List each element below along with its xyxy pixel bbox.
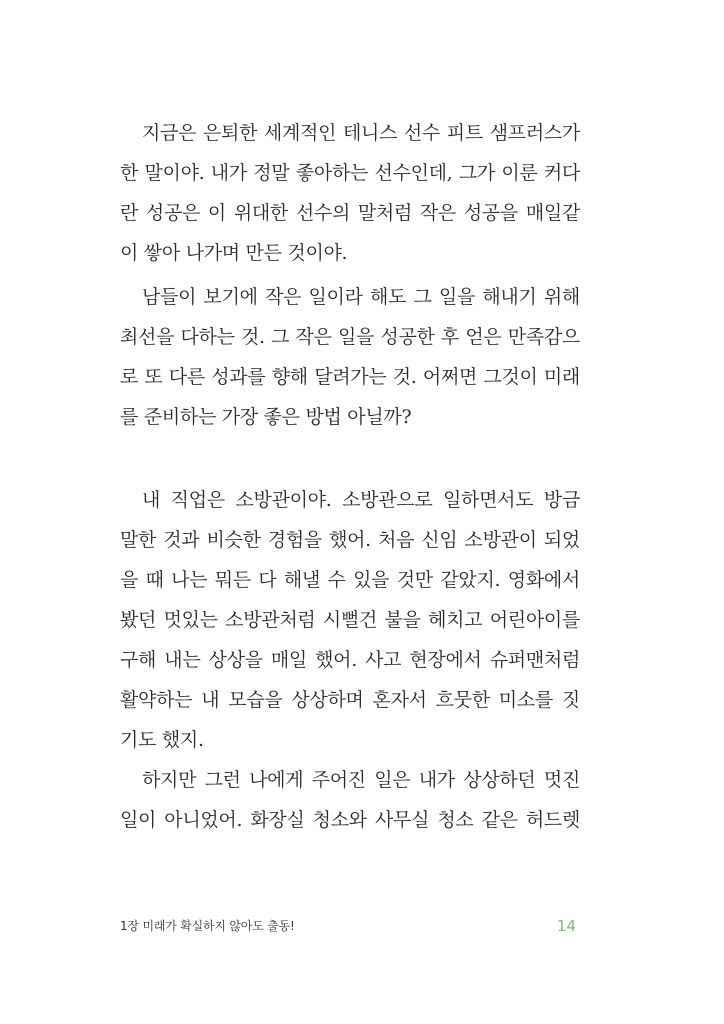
text-line: 하지만 그런 나에게 주어진 일은 내가 상상하던 멋진 — [142, 769, 580, 791]
text-line: 최선을 다하는 것. 그 작은 일을 성공한 후 얻은 만족감으 — [120, 326, 580, 348]
paragraph-group-3 — [120, 480, 580, 840]
text-line: 를 준비하는 가장 좋은 방법 아닐까? — [120, 406, 412, 428]
text-line: 봤던 멋있는 소방관처럼 시뻘건 불을 헤치고 어린아이를 — [120, 609, 580, 631]
text-line: 일이 아니었어. 화장실 청소와 사무실 청소 같은 허드렛 — [120, 809, 580, 831]
text-line: 구해 내는 상상을 매일 했어. 사고 현장에서 슈퍼맨처럼 — [120, 649, 580, 671]
text-line: 한 말이야. 내가 정말 좋아하는 선수인데, 그가 이룬 커다 — [120, 162, 580, 184]
text-line: 말한 것과 비슷한 경험을 했어. 처음 신임 소방관이 되었 — [120, 529, 580, 551]
chapter-title: 1장 미래가 확실하지 않아도 출동! — [120, 919, 295, 933]
paragraph-firefighter — [120, 480, 580, 760]
paragraph-sampras-quote — [120, 113, 580, 273]
text-line: 내 직업은 소방관이야. 소방관으로 일하면서도 방금 — [142, 489, 580, 511]
text-line: 이 쌓아 나가며 만든 것이야. — [120, 242, 348, 264]
text-line: 을 때 나는 뭐든 다 해낼 수 있을 것만 같았지. 영화에서 — [120, 569, 580, 591]
paragraph-chores — [120, 760, 580, 840]
text-line: 란 성공은 이 위대한 선수의 말처럼 작은 성공을 매일같 — [120, 202, 580, 224]
text-line: 활약하는 내 모습을 상상하며 혼자서 흐뭇한 미소를 짓 — [120, 689, 580, 711]
paragraph-small-things — [120, 277, 580, 437]
page-number: 14 — [556, 917, 576, 935]
paragraph-group-2 — [120, 277, 580, 437]
page-footer — [120, 914, 576, 938]
text-line: 지금은 은퇴한 세계적인 테니스 선수 피트 샘프러스가 — [142, 122, 580, 144]
paragraph-group-1 — [120, 113, 580, 273]
text-line: 기도 했지. — [120, 729, 204, 751]
text-line: 로 또 다른 성과를 향해 달려가는 것. 어쩌면 그것이 미래 — [120, 366, 580, 388]
text-line: 남들이 보기에 작은 일이라 해도 그 일을 해내기 위해 — [142, 286, 580, 308]
